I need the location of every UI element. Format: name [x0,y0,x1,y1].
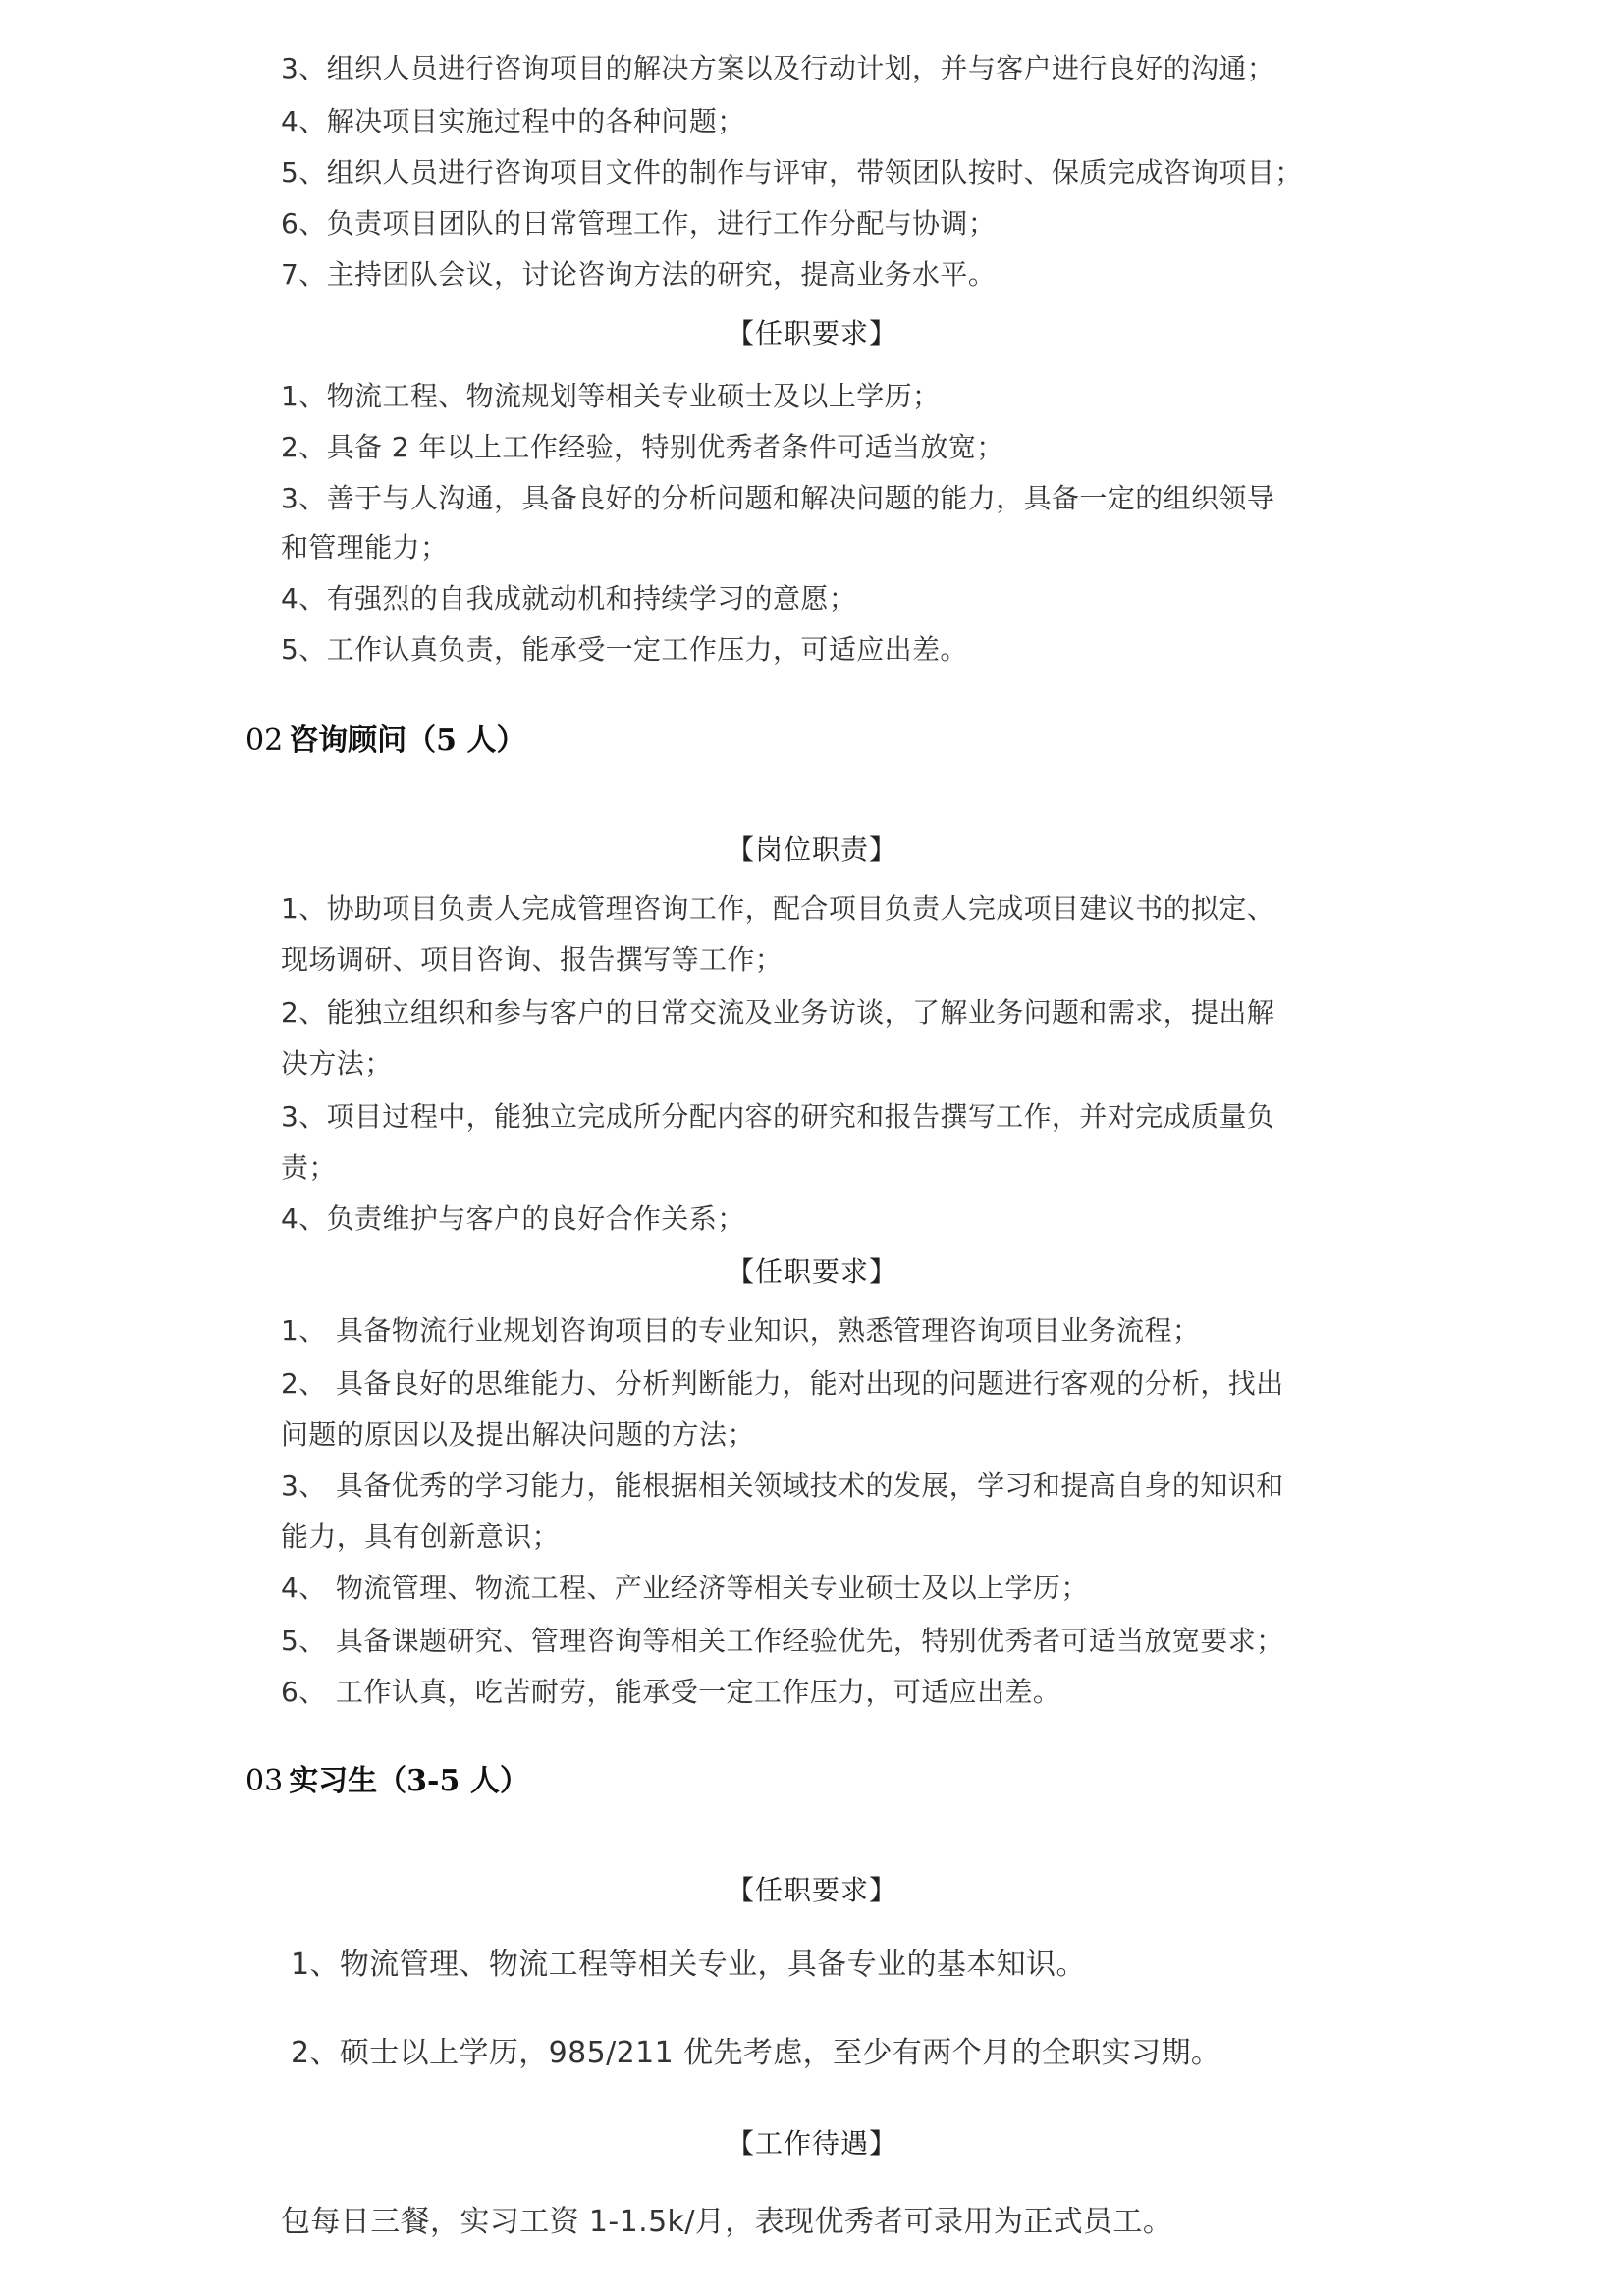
section-name: 实习生（3-5 人） [289,1764,529,1798]
list-item: 1、物流管理、物流工程等相关专业，具备专业的基本知识。 [291,1948,1086,1982]
list-item-continuation: 现场调研、项目咨询、报告撰写等工作； [281,943,784,976]
list-item-continuation: 能力，具有创新意识； [281,1521,561,1553]
duties-heading: 【岗位职责】 [726,833,897,866]
list-item: 2、硕士以上学历，985/211 优先考虑，至少有两个月的全职实习期。 [291,2036,1221,2070]
requirements-heading: 【任职要求】 [726,1874,897,1906]
list-item: 3、 具备优秀的学习能力，能根据相关领域技术的发展，学习和提高自身的知识和 [281,1469,1284,1502]
list-item: 4、负责维护与客户的良好合作关系； [281,1202,745,1235]
section-title-intern [245,1761,529,1802]
list-item: 4、解决项目实施过程中的各种问题； [281,105,745,137]
list-item: 1、 具备物流行业规划咨询项目的专业知识，熟悉管理咨询项目业务流程； [281,1314,1201,1347]
list-item: 7、主持团队会议，讨论咨询方法的研究，提高业务水平。 [281,258,997,291]
list-item: 4、有强烈的自我成就动机和持续学习的意愿； [281,582,857,614]
list-item: 2、 具备良好的思维能力、分析判断能力，能对出现的问题进行客观的分析，找出 [281,1367,1284,1400]
section-name: 咨询顾问（5 人） [289,723,526,758]
list-item: 5、组织人员进行咨询项目文件的制作与评审，带领团队按时、保质完成咨询项目； [281,156,1303,188]
list-item-continuation: 决方法； [281,1047,393,1080]
requirements-heading: 【任职要求】 [726,1255,897,1288]
list-item: 3、组织人员进行咨询项目的解决方案以及行动计划，并与客户进行良好的沟通； [281,52,1275,84]
list-item: 6、 工作认真，吃苦耐劳，能承受一定工作压力，可适应出差。 [281,1676,1061,1708]
list-item: 1、物流工程、物流规划等相关专业硕士及以上学历； [281,380,941,412]
section-number: 03 [245,1764,284,1798]
list-item-continuation: 和管理能力； [281,531,449,563]
list-item-continuation: 责； [281,1151,337,1184]
list-item: 3、善于与人沟通，具备良好的分析问题和解决问题的能力，具备一定的组织领导 [281,482,1275,514]
list-item: 5、 具备课题研究、管理咨询等相关工作经验优先，特别优秀者可适当放宽要求； [281,1625,1284,1657]
list-item: 6、负责项目团队的日常管理工作，进行工作分配与协调； [281,207,997,240]
list-item: 3、项目过程中，能独立完成所分配内容的研究和报告撰写工作，并对完成质量负 [281,1100,1275,1133]
requirements-heading: 【任职要求】 [726,317,897,349]
benefits-heading: 【工作待遇】 [726,2127,897,2160]
list-item: 2、具备 2 年以上工作经验，特别优秀者条件可适当放宽； [281,431,1004,463]
section-title-consultant [245,721,526,762]
list-item: 4、 物流管理、物流工程、产业经济等相关专业硕士及以上学历； [281,1572,1089,1604]
benefits-text: 包每日三餐，实习工资 1-1.5k/月，表现优秀者可录用为正式员工。 [281,2205,1173,2239]
section-number: 02 [245,723,284,758]
list-item: 1、协助项目负责人完成管理咨询工作，配合项目负责人完成项目建议书的拟定、 [281,892,1275,925]
list-item: 5、工作认真负责，能承受一定工作压力，可适应出差。 [281,633,968,666]
list-item: 2、能独立组织和参与客户的日常交流及业务访谈，了解业务问题和需求，提出解 [281,996,1275,1029]
list-item-continuation: 问题的原因以及提出解决问题的方法； [281,1418,755,1451]
